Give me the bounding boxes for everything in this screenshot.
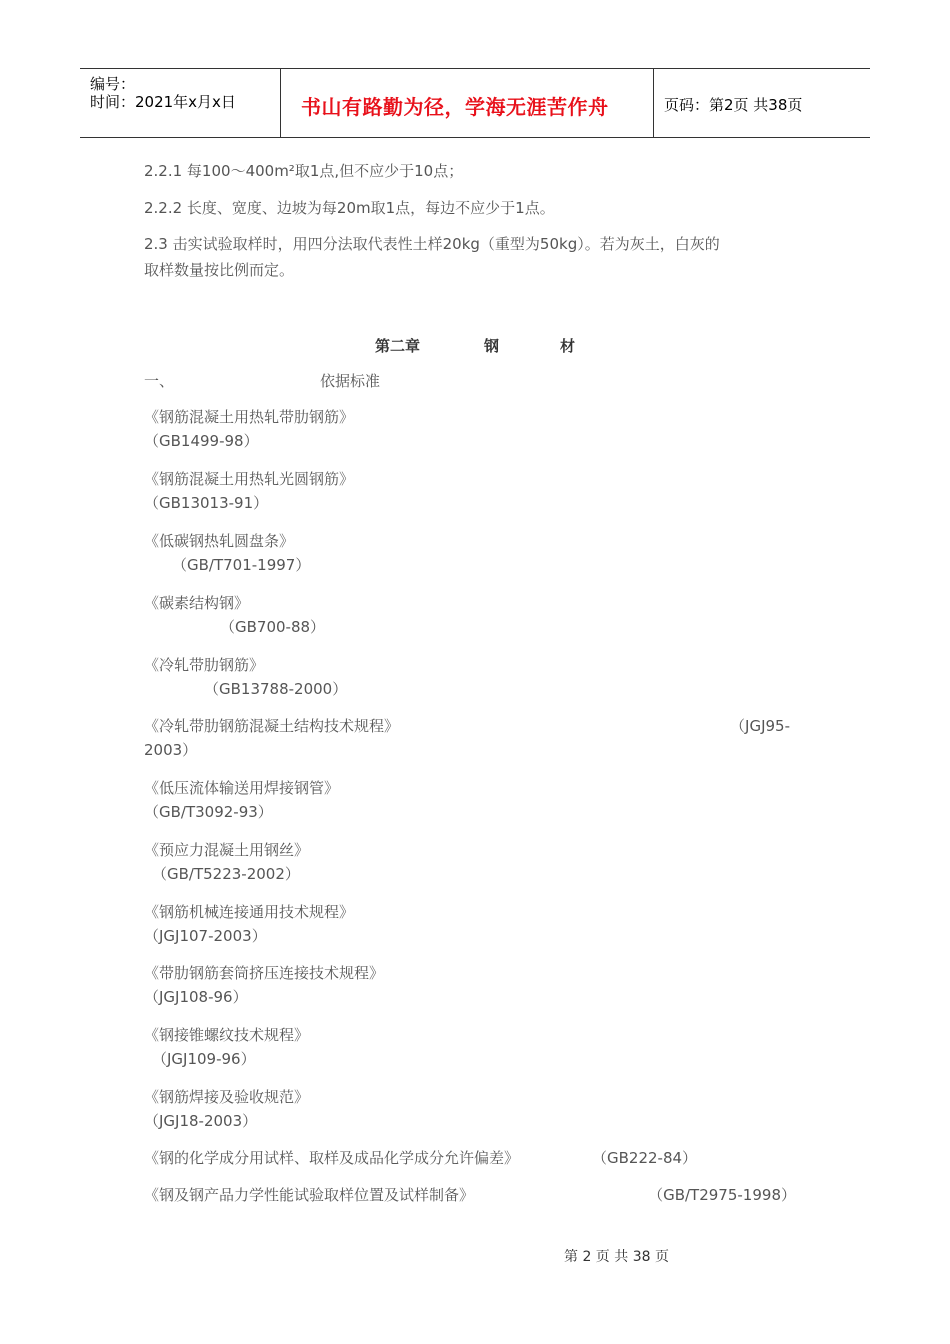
- standard-item: [144, 900, 354, 948]
- standard-title: 《预应力混凝土用钢丝》: [144, 841, 310, 859]
- header-page-cell: [654, 69, 870, 137]
- standard-item: [144, 1023, 309, 1071]
- standard-code-continued: 2003）: [144, 741, 198, 759]
- standard-item: [144, 1085, 309, 1133]
- standard-code: （JGJ95-: [730, 717, 790, 735]
- standard-code: （JGJ108-96）: [144, 988, 248, 1006]
- standard-item: [144, 591, 325, 639]
- standard-code: （GB/T2975-1998）: [648, 1186, 796, 1204]
- section-number: 一、: [144, 372, 175, 390]
- standard-item: [144, 714, 794, 762]
- header-page-info: 页码：第2页 共38页: [664, 96, 803, 114]
- paragraph-2-3-line1: 2.3 击实试验取样时，用四分法取代表性土样20kg（重型为50kg）。若为灰土，白灰的: [144, 235, 720, 253]
- paragraph-2-2-2: 2.2.2 长度、宽度、边坡为每20m取1点，每边不应少于1点。: [144, 199, 555, 217]
- standard-title: 《冷轧带肋钢筋》: [144, 656, 265, 674]
- motto-text: 书山有路勤为径，学海无涯苦作舟: [301, 95, 609, 119]
- standard-item: [144, 405, 354, 453]
- standard-item: [144, 653, 347, 701]
- standard-item: [144, 838, 309, 886]
- section-title: 依据标准: [320, 372, 381, 390]
- standard-title: 《带肋钢筋套筒挤压连接技术规程》: [144, 964, 385, 982]
- standard-title: 《碳素结构钢》: [144, 594, 250, 612]
- standard-title: 《钢筋焊接及验收规范》: [144, 1088, 310, 1106]
- standard-title: 《冷轧带肋钢筋混凝土结构技术规程》: [144, 717, 400, 735]
- standard-item: [144, 529, 310, 577]
- standard-title: 《钢的化学成分用试样、取样及成品化学成分允许偏差》: [144, 1149, 520, 1167]
- standard-title: 《低碳钢热轧圆盘条》: [144, 532, 295, 550]
- standard-item: [144, 1183, 794, 1207]
- standard-title: 《钢及钢产品力学性能试验取样位置及试样制备》: [144, 1186, 475, 1204]
- standard-code: （GB13788-2000）: [204, 680, 348, 698]
- standard-title: 《钢筋机械连接通用技术规程》: [144, 903, 355, 921]
- page-header: [80, 68, 870, 138]
- chapter-heading-number: 第二章: [375, 337, 421, 355]
- standard-title: 《低压流体输送用焊接钢管》: [144, 779, 340, 797]
- standard-code: （GB/T3092-93）: [144, 803, 273, 821]
- standard-code: （GB/T5223-2002）: [152, 865, 300, 883]
- header-info-cell: [80, 69, 281, 137]
- standard-item: [144, 467, 354, 515]
- standard-code: （GB13013-91）: [144, 494, 269, 512]
- standard-code: （GB1499-98）: [144, 432, 259, 450]
- paragraph-2-2-1: 2.2.1 每100～400m²取1点,但不应少于10点；: [144, 162, 464, 180]
- page-footer: 第 2 页 共 38 页: [564, 1249, 669, 1265]
- standard-code: （GB/T701-1997）: [172, 556, 311, 574]
- chapter-heading-char-1: 钢: [484, 337, 500, 355]
- paragraph-2-3-line2: 取样数量按比例而定。: [144, 261, 295, 279]
- standard-title: 《钢筋混凝土用热轧光圆钢筋》: [144, 470, 355, 488]
- document-number-label: 编号：: [90, 75, 136, 93]
- standard-title: 《钢筋混凝土用热轧带肋钢筋》: [144, 408, 355, 426]
- standard-item: [144, 961, 384, 1009]
- standard-code: （JGJ107-2003）: [144, 927, 267, 945]
- standard-code: （JGJ18-2003）: [144, 1112, 258, 1130]
- standard-code: （GB700-88）: [220, 618, 326, 636]
- chapter-heading-char-2: 材: [560, 337, 576, 355]
- standard-item: [144, 776, 339, 824]
- header-motto-cell: [281, 69, 654, 137]
- standard-title: 《钢接锥螺纹技术规程》: [144, 1026, 310, 1044]
- standard-code: （GB222-84）: [592, 1149, 698, 1167]
- standard-item: [144, 1146, 794, 1170]
- standard-code: （JGJ109-96）: [152, 1050, 256, 1068]
- document-time-label: 时间：2021年x月x日: [90, 93, 236, 111]
